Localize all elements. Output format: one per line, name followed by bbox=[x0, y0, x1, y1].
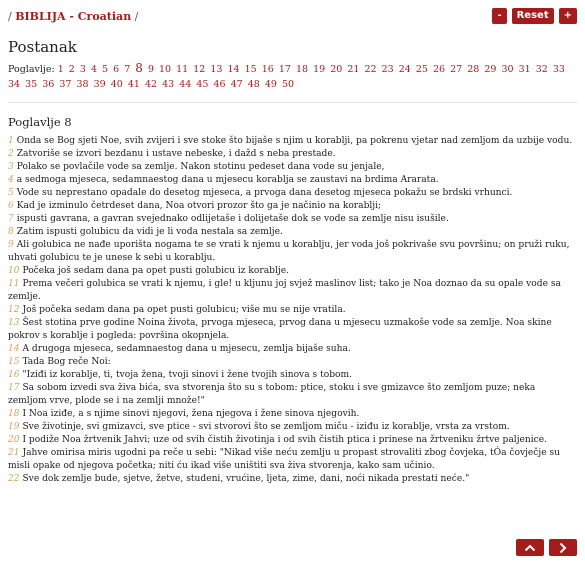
chapter-link-28[interactable]: 28 bbox=[467, 64, 480, 75]
chapter-link-45[interactable]: 45 bbox=[196, 79, 209, 90]
chapter-link-17[interactable]: 17 bbox=[278, 64, 291, 75]
chapter-link-38[interactable]: 38 bbox=[76, 79, 89, 90]
chapter-link-15[interactable]: 15 bbox=[244, 64, 257, 75]
verse bbox=[8, 369, 574, 382]
verse-text: Sa sobom izvedi sva živa bića, sva stvorenja što su s tobom: ptice, stoku i sve gmizavce što zemljom puze; neka zemljom vrve, plode se i na zemlji množe!" bbox=[8, 383, 536, 406]
chapter-link-5[interactable]: 5 bbox=[102, 64, 109, 75]
verse-text: ispusti gavrana, a gavran svejednako odlijetaše i dolijetaše dok se vode sa zemlje nisu isušile. bbox=[16, 214, 449, 224]
chapter-link-18[interactable]: 18 bbox=[296, 64, 309, 75]
chapter-link-8[interactable]: 8 bbox=[135, 61, 143, 75]
chapter-link-40[interactable]: 40 bbox=[110, 79, 123, 90]
verse-text: I Noa iziđe, a s njime sinovi njegovi, žena njegova i žene sinova njegovih. bbox=[22, 409, 360, 419]
verse-number: 7 bbox=[8, 214, 14, 224]
chapter-link-19[interactable]: 19 bbox=[313, 64, 326, 75]
chapter-link-42[interactable]: 42 bbox=[145, 79, 158, 90]
verse-number: 13 bbox=[8, 318, 20, 328]
chapter-link-37[interactable]: 37 bbox=[59, 79, 72, 90]
breadcrumb-separator: / bbox=[8, 10, 16, 23]
verse-text: Ali golubica ne nađe uporišta nogama te se vrati k njemu u korablju, jer voda još pokrivaše svu površinu; on pruži ruku, uhvati golubicu te je unese k sebi u korablju. bbox=[8, 240, 570, 263]
verse bbox=[8, 148, 574, 161]
verse-text: Šest stotina prve godine Noina života, prvoga mjeseca, prvog dana u mjesecu uzmakoše vode sa zemlje. Noa skine pokrov s korablje i pogleda: površina okopnjela. bbox=[8, 318, 552, 341]
verse bbox=[8, 265, 574, 278]
chapter-link-39[interactable]: 39 bbox=[93, 79, 106, 90]
divider bbox=[8, 102, 577, 103]
breadcrumb-link-biblija[interactable]: BIBLIJA - Croatian bbox=[15, 10, 132, 23]
chapter-link-36[interactable]: 36 bbox=[42, 79, 55, 90]
verse bbox=[8, 213, 574, 226]
next-chapter-button[interactable] bbox=[549, 539, 577, 556]
chapter-link-50[interactable]: 50 bbox=[282, 79, 295, 90]
verse-number: 11 bbox=[8, 279, 20, 289]
chapter-link-44[interactable]: 44 bbox=[179, 79, 192, 90]
verse-text: Onda se Bog sjeti Noe, svih zvijeri i sve stoke što bijaše s njim u korablji, pa pokrenu vjetar nad zemljom da uzbije vodu. bbox=[16, 136, 573, 146]
breadcrumb-separator: / bbox=[131, 10, 139, 23]
verse-number: 17 bbox=[8, 383, 20, 393]
verse bbox=[8, 187, 574, 200]
chapter-link-4[interactable]: 4 bbox=[90, 64, 97, 75]
verse-number: 20 bbox=[8, 435, 20, 445]
chapter-link-1[interactable]: 1 bbox=[57, 64, 64, 75]
verse bbox=[8, 304, 574, 317]
verse-number: 16 bbox=[8, 370, 20, 380]
verse bbox=[8, 408, 574, 421]
chapter-link-48[interactable]: 48 bbox=[247, 79, 260, 90]
chapter-link-27[interactable]: 27 bbox=[450, 64, 463, 75]
verse-text: Počeka još sedam dana pa opet pusti golubicu iz korablje. bbox=[22, 266, 289, 276]
chapter-link-41[interactable]: 41 bbox=[127, 79, 140, 90]
verse-number: 10 bbox=[8, 266, 20, 276]
chapter-link-10[interactable]: 10 bbox=[159, 64, 172, 75]
chapter-link-34[interactable]: 34 bbox=[8, 79, 21, 90]
chapter-link-35[interactable]: 35 bbox=[25, 79, 38, 90]
verse-number: 8 bbox=[8, 227, 14, 237]
verse bbox=[8, 434, 574, 447]
verse bbox=[8, 356, 574, 369]
chapter-link-25[interactable]: 25 bbox=[415, 64, 428, 75]
verse-text: Tada Bog reče Noi: bbox=[22, 357, 111, 367]
chapter-link-20[interactable]: 20 bbox=[330, 64, 343, 75]
chapter-link-16[interactable]: 16 bbox=[261, 64, 274, 75]
top-bar bbox=[8, 8, 577, 26]
verse-number: 9 bbox=[8, 240, 14, 250]
verse-number: 12 bbox=[8, 305, 20, 315]
chapter-link-33[interactable]: 33 bbox=[552, 64, 565, 75]
chapter-link-12[interactable]: 12 bbox=[193, 64, 206, 75]
verse-text: Prema večeri golubica se vrati k njemu, i gle! u kljunu joj svjež maslinov list; tako je Noa doznao da su opale vode sa zemlje. bbox=[8, 279, 561, 302]
breadcrumb bbox=[8, 10, 138, 23]
verse-text: Sve životinje, svi gmizavci, sve ptice - svi stvorovi što se zemljom miču - iziđu iz korablje, vrsta za vrstom. bbox=[22, 422, 510, 432]
verse bbox=[8, 200, 574, 213]
chapter-link-23[interactable]: 23 bbox=[381, 64, 394, 75]
verse bbox=[8, 317, 574, 343]
verse-text: a sedmoga mjeseca, sedamnaestog dana u mjesecu korablja se zaustavi na brdima Ararata. bbox=[16, 175, 439, 185]
verse-number: 6 bbox=[8, 201, 14, 211]
verse-text: Još počeka sedam dana pa opet pusti golubicu; više mu se nije vratila. bbox=[22, 305, 346, 315]
verse-number: 18 bbox=[8, 409, 20, 419]
chapter-link-47[interactable]: 47 bbox=[230, 79, 243, 90]
book-title: Postanak bbox=[8, 38, 77, 56]
chapter-link-2[interactable]: 2 bbox=[68, 64, 75, 75]
verse bbox=[8, 421, 574, 434]
chapter-link-32[interactable]: 32 bbox=[535, 64, 548, 75]
verse-number: 14 bbox=[8, 344, 20, 354]
decrease-font-button[interactable]: - bbox=[492, 8, 506, 24]
verse-text: Sve dok zemlje bude, sjetve, žetve, studeni, vrućine, ljeta, zime, dani, noći nikada prestati neće." bbox=[22, 474, 470, 484]
chapter-link-22[interactable]: 22 bbox=[364, 64, 377, 75]
verse bbox=[8, 278, 574, 304]
chapter-link-6[interactable]: 6 bbox=[113, 64, 120, 75]
chapter-selector bbox=[8, 61, 578, 92]
verse-number: 22 bbox=[8, 474, 20, 484]
chapter-link-13[interactable]: 13 bbox=[210, 64, 223, 75]
chapter-link-7[interactable]: 7 bbox=[124, 64, 131, 75]
increase-font-button[interactable]: + bbox=[559, 8, 577, 24]
chevron-up-icon bbox=[524, 544, 536, 552]
verse-list bbox=[8, 135, 574, 486]
font-size-controls bbox=[492, 8, 577, 24]
chapter-navigation bbox=[516, 539, 577, 556]
chapter-link-3[interactable]: 3 bbox=[79, 64, 86, 75]
verse-number: 21 bbox=[8, 448, 20, 458]
verse-text: Jahve omirisa miris ugodni pa reče u sebi: "Nikad više neću zemlju u propast strovaliti zbog čovjeka, tÓa čovječje su misli opake od njegova početka; niti ću ikad više uništiti sva živa stvorenja, kako sam učinio. bbox=[8, 448, 561, 471]
verse-text: Zatim ispusti golubicu da vidi je li voda nestala sa zemlje. bbox=[16, 227, 283, 237]
verse bbox=[8, 447, 574, 473]
verse-number: 1 bbox=[8, 136, 14, 146]
verse-number: 19 bbox=[8, 422, 20, 432]
chapter-link-24[interactable]: 24 bbox=[398, 64, 411, 75]
chapter-link-43[interactable]: 43 bbox=[162, 79, 175, 90]
verse bbox=[8, 174, 574, 187]
reset-font-button[interactable]: Reset bbox=[512, 8, 554, 24]
verse-number: 3 bbox=[8, 162, 14, 172]
chapter-link-21[interactable]: 21 bbox=[347, 64, 360, 75]
verse-number: 4 bbox=[8, 175, 14, 185]
chapter-heading: Poglavlje 8 bbox=[8, 115, 72, 129]
verse-text: Zatvoriše se izvori bezdanu i ustave nebeske, i dažd s neba prestade. bbox=[16, 149, 336, 159]
verse-text: Polako se povlačile vode sa zemlje. Nakon stotinu pedeset dana vode su jenjale, bbox=[16, 162, 385, 172]
verse-text: A drugoga mjeseca, sedamnaestog dana u mjesecu, zemlja bijaše suha. bbox=[22, 344, 351, 354]
verse bbox=[8, 226, 574, 239]
chapter-link-30[interactable]: 30 bbox=[501, 64, 514, 75]
verse bbox=[8, 473, 574, 486]
chapter-link-49[interactable]: 49 bbox=[264, 79, 277, 90]
previous-chapter-button[interactable] bbox=[516, 539, 544, 556]
verse bbox=[8, 161, 574, 174]
chevron-right-icon bbox=[559, 542, 567, 554]
verse-number: 2 bbox=[8, 149, 14, 159]
verse-text: Kad je izminulo četrdeset dana, Noa otvori prozor što ga je načinio na korablji; bbox=[16, 201, 382, 211]
chapter-link-31[interactable]: 31 bbox=[518, 64, 531, 75]
chapter-link-26[interactable]: 26 bbox=[433, 64, 446, 75]
chapter-link-46[interactable]: 46 bbox=[213, 79, 226, 90]
verse bbox=[8, 135, 574, 148]
verse bbox=[8, 343, 574, 356]
verse bbox=[8, 382, 574, 408]
verse-text: I podiže Noa žrtvenik Jahvi; uze od svih čistih životinja i od svih čistih ptica i prinese na žrtveniku žrtve paljenice. bbox=[22, 435, 548, 445]
verse bbox=[8, 239, 574, 265]
verse-text: "Iziđi iz korablje, ti, tvoja žena, tvoji sinovi i žene tvojih sinova s tobom. bbox=[22, 370, 353, 380]
verse-text: Vode su neprestano opadale do desetog mjeseca, a prvoga dana desetog mjeseca pokažu se brdski vrhunci. bbox=[16, 188, 513, 198]
chapter-selector-label: Poglavlje: bbox=[8, 64, 55, 75]
chapter-link-11[interactable]: 11 bbox=[176, 64, 189, 75]
chapter-link-9[interactable]: 9 bbox=[147, 64, 154, 75]
verse-number: 15 bbox=[8, 357, 20, 367]
verse-number: 5 bbox=[8, 188, 14, 198]
chapter-link-29[interactable]: 29 bbox=[484, 64, 497, 75]
chapter-link-14[interactable]: 14 bbox=[227, 64, 240, 75]
